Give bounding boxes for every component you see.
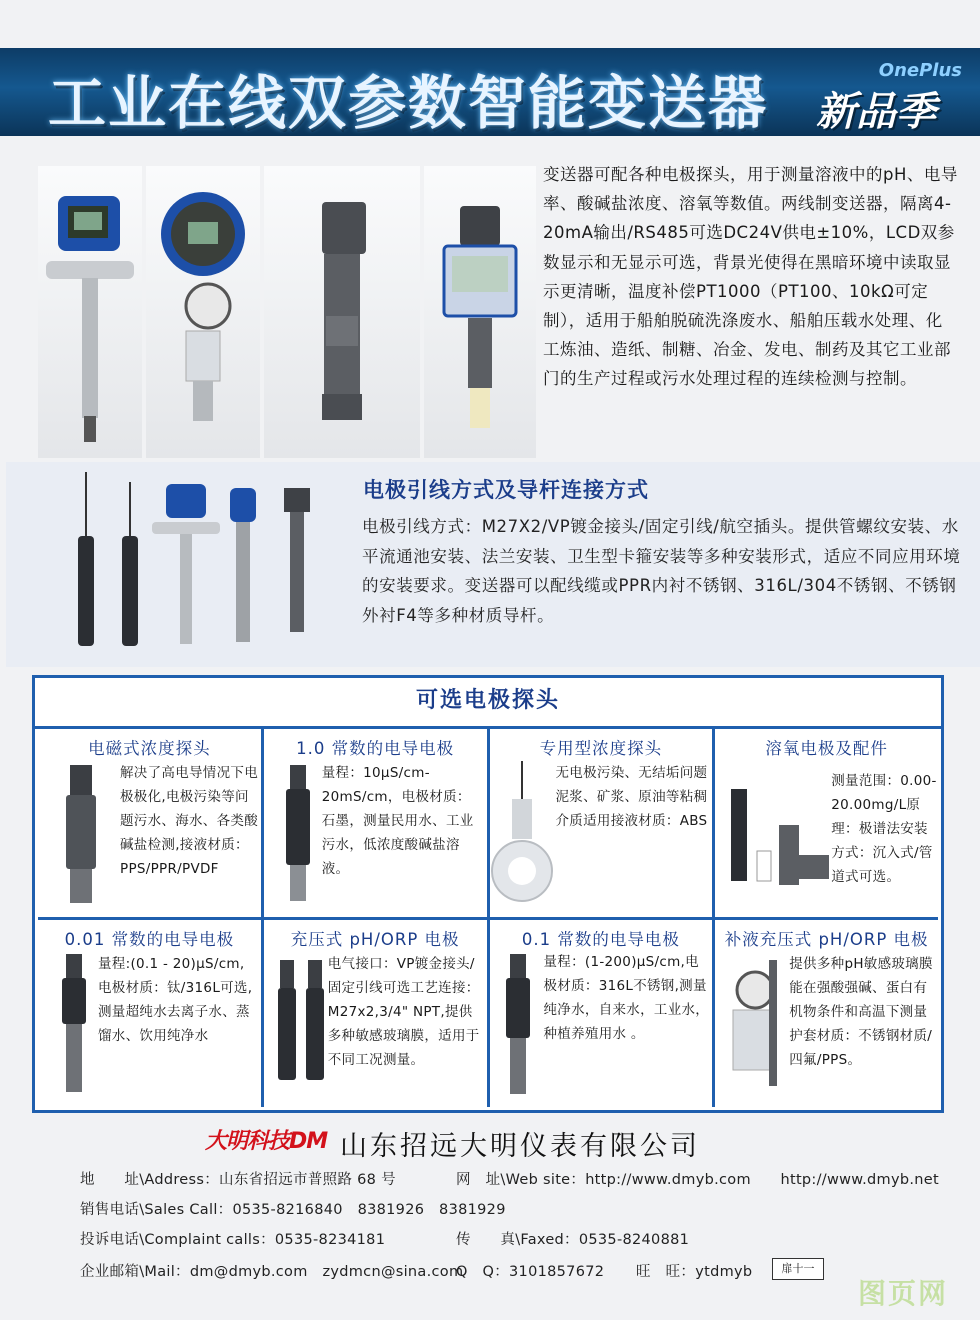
probes-grid	[38, 729, 938, 1107]
probe-card-text: 提供多种pH敏感玻璃膜能在强酸强碱、蛋白有机物条件和高温下测量护套材质：不锈钢材质/四氟/PPS。	[789, 955, 933, 1068]
probe-card-text: 解决了高电导情况下电极极化,电极污染等问题污水、海水、各类酸碱盐检测,接液材质：PPS/PPR/PVDF	[120, 765, 258, 877]
probe-card-title: 补液充压式 pH/ORP 电极	[724, 929, 929, 949]
lcd-transmitter-image	[424, 166, 536, 458]
connection-section	[6, 462, 980, 667]
probe-card-title: 充压式 pH/ORP 电极	[290, 929, 460, 949]
optional-probes-title: 可选电极探头	[35, 678, 941, 729]
email-line: 企业邮箱\Mail：dm@dmyb.com zydmcn@sina.com	[80, 1264, 464, 1280]
probe-card-title: 电磁式浓度探头	[88, 739, 211, 758]
fax-line: 传 真\Faxed：0535-8240881	[456, 1232, 690, 1248]
intro-description: 变送器可配各种电极探头，用于测量溶液中的pH、电导率、酸碱盐浓度、溶氧等数值。两线制变送器，隔离4-20mA输出/RS485可选DC24V供电±10%，LCD双参数显示和无显示可选，背景光使得在黑暗环境中读取显示更清晰，温度补偿PT1000（PT100、10kΩ可定制），适用于船舶脱硫洗涤废水、船舶压载水处理、化工炼油、造纸、制糖、冶金、发电、制药及其它工业部门的生产过程或污水处理过程的连续检测与控制。	[543, 165, 958, 389]
badge-new-season: 新品季	[816, 89, 936, 135]
conductivity-electrode-image	[278, 761, 318, 909]
company-logo: 大明科技DM	[205, 1129, 328, 1154]
connection-section-text: 电极引线方式：M27X2/VP镀金接头/固定引线/航空插头。提供管螺纹安装、水平流通池安装、法兰安装、卫生型卡箍安装等多种安装形式，适应不同应用环境的安装要求。变送器可以配线缆或PPR内衬不锈钢、316L/304不锈钢、不锈钢外衬F4等多种材质导杆。	[362, 517, 961, 625]
probe-card-title: 0.1 常数的电导电极	[521, 929, 680, 949]
optional-probes-panel	[32, 675, 944, 1113]
probe-card	[715, 920, 938, 1108]
probe-card-text: 电气接口：VP镀金接头/固定引线可选工艺连接：M27x2,3/4" NPT,提供多种敏感玻璃膜，适用于不同工况测量。	[327, 955, 480, 1068]
probe-card	[264, 920, 487, 1108]
sensor-connector-image	[264, 166, 420, 458]
special-concentration-probe-image	[490, 759, 554, 909]
probe-card	[38, 920, 261, 1108]
dissolved-oxygen-electrode-image	[723, 785, 833, 905]
qq-line: Q Q：3101857672	[456, 1264, 605, 1280]
conductivity-electrode-0-01-image	[54, 950, 94, 1100]
wangwang-line: 旺 旺：ytdmyb	[636, 1264, 753, 1280]
probe-card-title: 1.0 常数的电导电极	[296, 739, 455, 758]
refill-ph-electrode-image	[719, 952, 789, 1098]
website-line: 网 址\Web site：http://www.dmyb.com http://www.dmyb.net	[456, 1172, 939, 1188]
probe-card	[264, 729, 487, 917]
probe-card-title: 专用型浓度探头	[539, 739, 663, 758]
address-line: 地 址\Address：山东省招远市普照路 68 号	[80, 1172, 396, 1188]
probe-card	[490, 920, 713, 1108]
probe-card-title: 溶氧电极及配件	[765, 739, 888, 758]
probe-card-text: 量程:(0.1 - 20)μS/cm,电极材质：钛/316L可选,测量超纯水去离子水、蒸馏水、饮用纯净水	[98, 955, 253, 1044]
probe-card-text: 测量范围：0.00-20.00mg/L原理：极谱法安装方式：沉入式/管道式可选。	[831, 773, 937, 885]
flange-transmitter-image	[38, 166, 142, 458]
product-photo-sensor-connector	[264, 166, 420, 458]
page-stamp: 扉十一	[772, 1258, 824, 1280]
watermark: 图页网	[858, 1277, 949, 1310]
probe-card	[715, 729, 938, 917]
gauge-transmitter-image	[146, 166, 260, 458]
product-photo-lcd-transmitter	[424, 166, 536, 458]
header-banner	[0, 48, 980, 136]
complaint-phone-line: 投诉电话\Complaint calls：0535-8234181	[80, 1232, 386, 1248]
pressurized-ph-electrode-image	[272, 956, 332, 1096]
probe-card	[38, 729, 261, 917]
probe-card	[490, 729, 713, 917]
sales-phone-line: 销售电话\Sales Call：0535-8216840 8381926 8381929	[80, 1202, 506, 1218]
electrode-lineup-image	[56, 466, 346, 662]
new-season-badge	[812, 60, 962, 135]
badge-oneplus: OnePlus	[878, 60, 962, 81]
probe-card-text: 量程：(1-200)μS/cm,电极材质：316L不锈钢,测量纯净水，自来水，工业水，种植养殖用水 。	[543, 953, 710, 1042]
inductive-probe-image	[56, 759, 106, 909]
connection-section-title: 电极引线方式及导杆连接方式	[363, 478, 649, 502]
probe-card-text: 无电极污染、无结垢问题泥浆、矿浆、原油等粘稠介质适用接液材质：ABS	[555, 765, 708, 829]
product-photo-gauge-transmitter	[146, 166, 260, 458]
company-name: 山东招远大明仪表有限公司	[340, 1131, 700, 1162]
probe-card-text: 量程：10μS/cm-20mS/cm，电极材质：石墨，测量民用水、工业污水，低浓度酸碱盐溶液。	[321, 765, 474, 877]
probe-card-title: 0.01 常数的电导电极	[64, 929, 235, 949]
product-photo-flange-transmitter	[38, 166, 142, 458]
conductivity-electrode-0-1-image	[498, 950, 538, 1100]
page-title: 工业在线双参数智能变送器	[48, 69, 769, 137]
